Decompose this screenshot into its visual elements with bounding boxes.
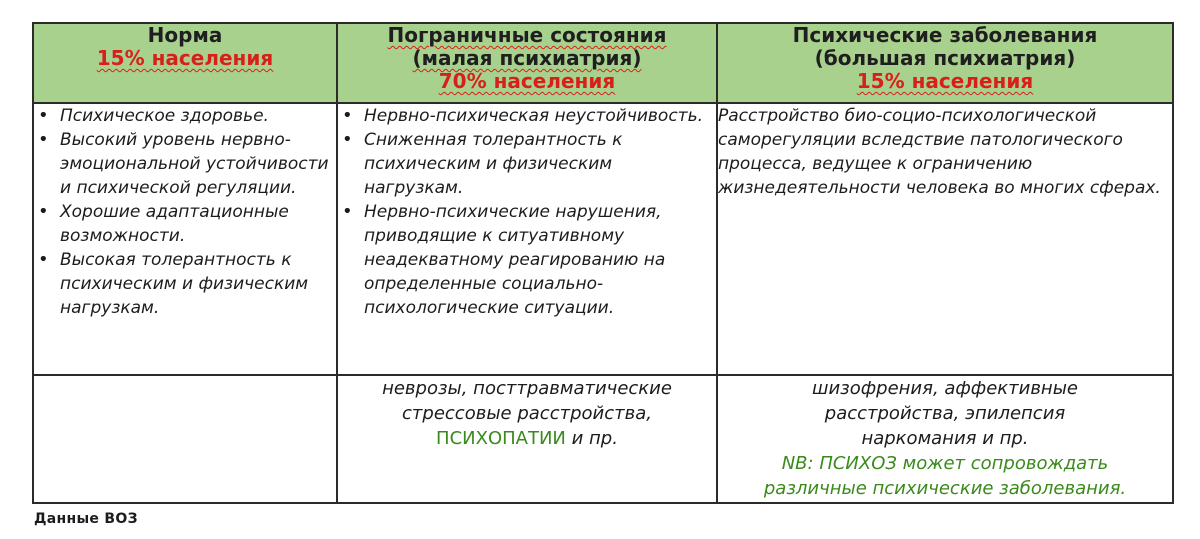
norm-description-cell <box>33 103 337 375</box>
disease-description-text: Расстройство био-социо-психологической саморегуляции вследствие патологического процесса, ведущее к ограничению жизнедеятельности человека во многих сферах. <box>718 106 1161 198</box>
borderline-examples-line2: стрессовые расстройства, <box>402 403 652 424</box>
disease-examples-line3: наркомания и пр. <box>861 428 1029 449</box>
list-item: • Нервно-психические нарушения, приводящие к ситуативному неадекватному реагированию на определенные социально-психологические ситуации. <box>364 200 716 320</box>
header-borderline-subtitle: (малая психиатрия) <box>412 46 642 70</box>
borderline-examples-tail: и пр. <box>565 428 618 449</box>
header-norm <box>33 23 337 103</box>
psychosis-note-line1: NB: ПСИХОЗ может сопровождать <box>781 453 1109 474</box>
norm-examples-cell <box>33 375 337 503</box>
disease-examples-cell <box>717 375 1173 503</box>
disease-examples-line2: расстройства, эпилепсия <box>824 403 1066 424</box>
header-borderline-title: Пограничные состояния <box>387 23 667 47</box>
header-disease <box>717 23 1173 103</box>
list-item: • Нервно-психическая неустойчивость. <box>364 104 716 128</box>
comparison-table-wrapper <box>32 22 1172 502</box>
header-row <box>33 23 1173 103</box>
header-norm-percent: 15% населения <box>96 46 274 70</box>
header-norm-title: Норма <box>147 23 223 47</box>
borderline-examples-cell <box>337 375 717 503</box>
list-item: • Высокая толерантность к психическим и физическим нагрузкам. <box>60 248 336 320</box>
header-disease-title: Психические заболевания <box>792 23 1098 47</box>
header-disease-percent: 15% населения <box>856 69 1034 93</box>
psychosis-note-line2: различные психические заболевания. <box>763 478 1127 499</box>
header-disease-subtitle: (большая психиатрия) <box>814 46 1076 70</box>
header-borderline <box>337 23 717 103</box>
psychopathy-highlight: ПСИХОПАТИИ <box>436 428 566 449</box>
list-item: • Психическое здоровье. <box>60 104 336 128</box>
borderline-list <box>338 104 716 320</box>
comparison-table <box>32 22 1174 504</box>
description-row <box>33 103 1173 375</box>
disease-description-cell <box>717 103 1173 375</box>
list-item: • Хорошие адаптационные возможности. <box>60 200 336 248</box>
borderline-description-cell <box>337 103 717 375</box>
list-item: • Высокий уровень нервно-эмоциональной устойчивости и психической регуляции. <box>60 128 336 200</box>
header-borderline-percent: 70% населения <box>438 69 616 93</box>
disease-examples-line1: шизофрения, аффективные <box>812 378 1078 399</box>
source-caption: Данные ВОЗ <box>34 511 138 527</box>
norm-list <box>34 104 336 320</box>
examples-row <box>33 375 1173 503</box>
borderline-examples-line1: неврозы, посттравматические <box>382 378 672 399</box>
list-item: • Сниженная толерантность к психическим и физическим нагрузкам. <box>364 128 716 200</box>
